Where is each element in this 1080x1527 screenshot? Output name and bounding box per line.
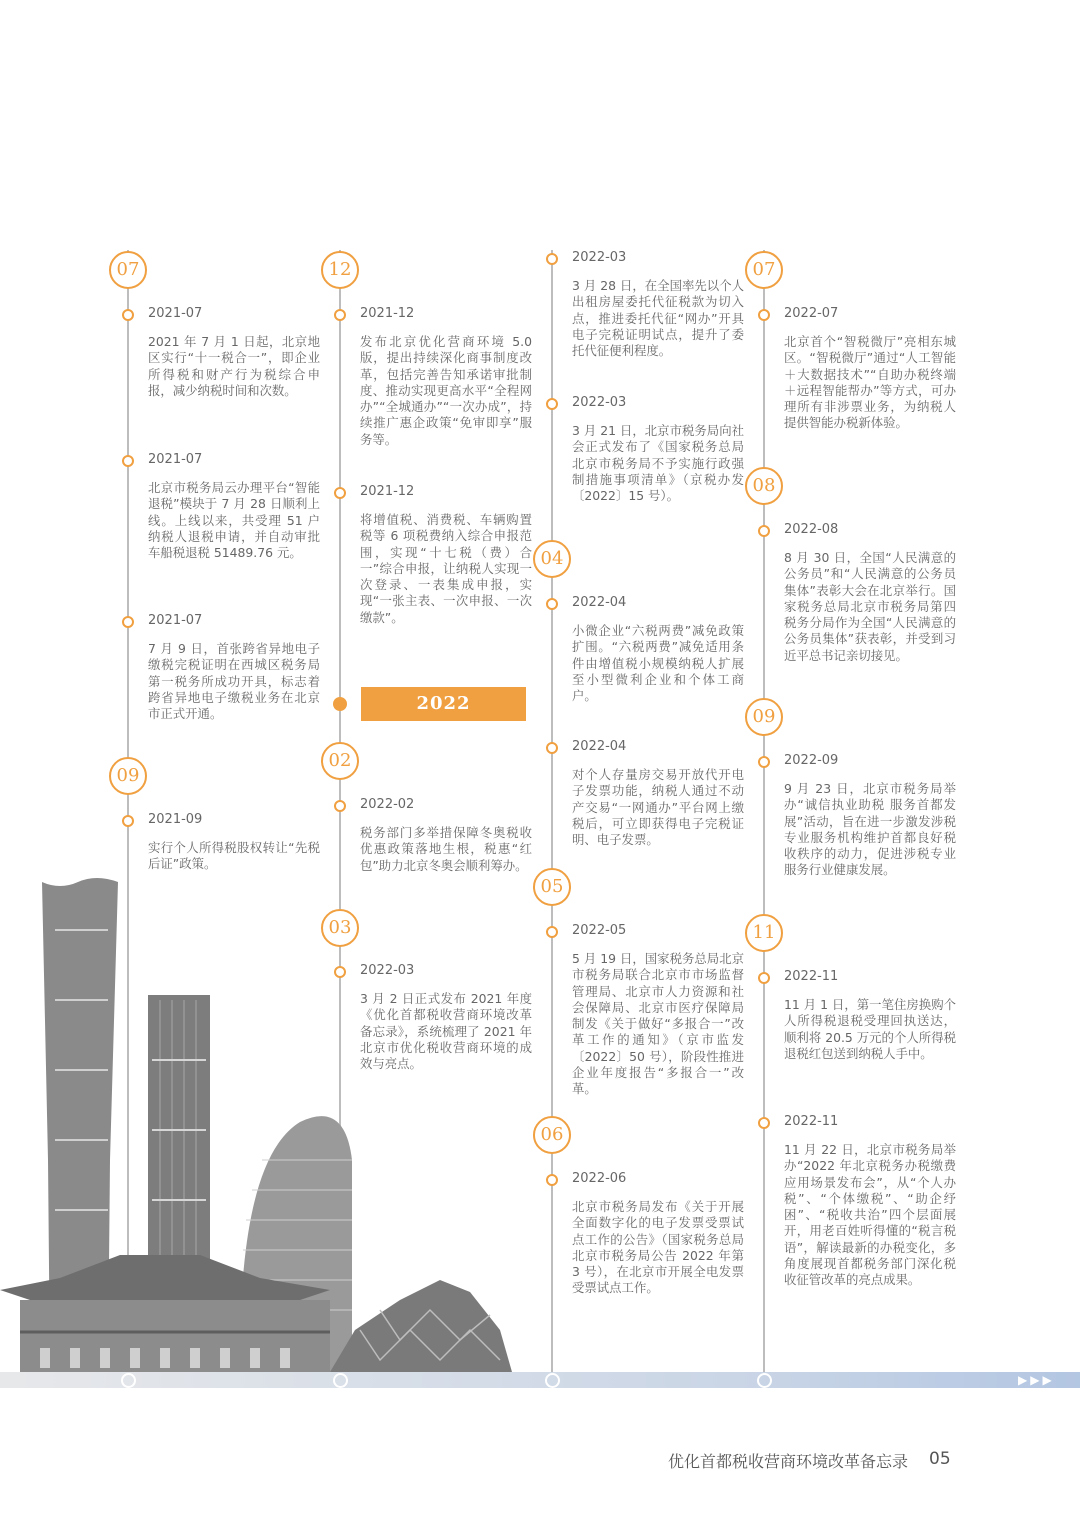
year-dot xyxy=(333,697,347,711)
entry-date: 2021-09 xyxy=(148,812,203,827)
base-dot xyxy=(121,1373,136,1388)
entry-date: 2021-07 xyxy=(148,306,203,321)
month-badge-2022-05: 05 xyxy=(533,868,571,906)
arrows-icon: ▶▶▶ xyxy=(1018,1373,1055,1387)
month-badge-2022-04: 04 xyxy=(533,540,571,578)
base-dot xyxy=(545,1373,560,1388)
timeline-dot xyxy=(758,309,770,321)
timeline-dot xyxy=(546,398,558,410)
entry-date: 2021-12 xyxy=(360,484,415,499)
entry-text: 5 月 19 日，国家税务总局北京市税务局联合北京市市场监督管理局、北京市人力资源和社会保障局、北京市医疗保障局制发《关于做好“多报合一”改革工作的通知》（京市监发〔2022〕50 号），阶段性推进企业年度报告“多报合一”改革。 xyxy=(572,951,744,1097)
entry-text: 发布北京优化营商环境 5.0 版，提出持续深化商事制度改革，包括完善告知承诺审批制度、推动实现更高水平“全程网办”“全城通办”“一次办成”，持续推广惠企政策“免审即享”服务等。 xyxy=(360,334,532,447)
base-dot xyxy=(757,1373,772,1388)
entry-text: 3 月 21 日，北京市税务局向社会正式发布了《国家税务总局北京市税务局不予实施行政强制措施事项清单》（京税办发〔2022〕15 号）。 xyxy=(572,423,744,504)
month-badge-2021-12: 12 xyxy=(321,251,359,289)
entry-date: 2022-03 xyxy=(572,250,627,265)
timeline-line-3 xyxy=(551,250,553,1376)
month-badge-2022-03: 03 xyxy=(321,909,359,947)
entry-text: 3 月 28 日，在全国率先以个人出租房屋委托代征税款为切入点，推进委托代征“网办”开具电子完税证明试点，提升了委托代征便利程度。 xyxy=(572,278,744,359)
entry-date: 2022-03 xyxy=(360,963,415,978)
entry-date: 2022-11 xyxy=(784,1114,839,1129)
beijing-skyline-illustration xyxy=(0,860,520,1375)
entry-text: 北京市税务局云办理平台“智能退税”模块于 7 月 28 日顺利上线。上线以来，共受理 51 户纳税人退税申请，并自动审批车船税退税 51489.76 元。 xyxy=(148,480,320,561)
entry-text: 税务部门多举措保障冬奥税收优惠政策落地生根，税惠“红包”助力北京冬奥会顺利筹办。 xyxy=(360,825,532,873)
page-number: 05 xyxy=(929,1449,951,1469)
entry-text: 11 月 22 日，北京市税务局举办“2022 年北京税务办税缴费应用场景发布会”，从“个人办税”、“个体缴税”、“助企纾困”、“税收共治”四个层面展开，用老百姓听得懂的“税言税语”，解读最新的办税变化，多角度展现首都税务部门深化税收征管改革的亮点成果。 xyxy=(784,1142,956,1288)
entry-date: 2022-05 xyxy=(572,923,627,938)
timeline-dot xyxy=(546,742,558,754)
timeline-dot xyxy=(122,455,134,467)
timeline-dot xyxy=(758,972,770,984)
timeline-base-bar xyxy=(0,1372,1080,1388)
entry-text: 3 月 2 日正式发布 2021 年度《优化首都税收营商环境改革备忘录》，系统梳理了 2021 年北京市优化税收营商环境的成效与亮点。 xyxy=(360,991,532,1072)
timeline-dot xyxy=(334,966,346,978)
month-badge-2022-09: 09 xyxy=(745,698,783,736)
timeline-dot xyxy=(546,598,558,610)
timeline-dot xyxy=(334,487,346,499)
timeline-dot xyxy=(546,1174,558,1186)
footer-title: 优化首都税收营商环境改革备忘录 xyxy=(668,1452,909,1471)
timeline-line-4 xyxy=(763,250,765,1376)
month-badge-2022-07: 07 xyxy=(745,251,783,289)
timeline-dot xyxy=(758,1117,770,1129)
timeline-dot xyxy=(122,309,134,321)
entry-text: 北京市税务局发布《关于开展全面数字化的电子发票受票试点工作的公告》（国家税务总局北京市税务局公告 2022 年第 3 号），在北京市开展全电发票受票试点工作。 xyxy=(572,1199,744,1296)
month-badge-2022-02: 02 xyxy=(321,742,359,780)
base-dot xyxy=(333,1373,348,1388)
entry-date: 2021-07 xyxy=(148,613,203,628)
entry-date: 2022-06 xyxy=(572,1171,627,1186)
entry-text: 实行个人所得税股权转让“先税后证”政策。 xyxy=(148,840,320,872)
entry-date: 2022-04 xyxy=(572,595,627,610)
entry-text: 小微企业“六税两费”减免政策扩围。“六税两费”减免适用条件由增值税小规模纳税人扩展至小型微利企业和个体工商户。 xyxy=(572,623,744,704)
month-badge-2021-09: 09 xyxy=(109,757,147,795)
timeline-dot xyxy=(334,309,346,321)
timeline-dot xyxy=(122,616,134,628)
entry-text: 7 月 9 日，首张跨省异地电子缴税完税证明在西城区税务局第一税务所成功开具，标志着跨省异地电子缴税业务在北京市正式开通。 xyxy=(148,641,320,722)
entry-date: 2022-02 xyxy=(360,797,415,812)
entry-date: 2022-08 xyxy=(784,522,839,537)
month-badge-2021-07: 07 xyxy=(109,251,147,289)
month-badge-2022-08: 08 xyxy=(745,467,783,505)
month-badge-2022-11: 11 xyxy=(745,914,783,952)
entry-date: 2022-03 xyxy=(572,395,627,410)
entry-date: 2022-07 xyxy=(784,306,839,321)
entry-date: 2021-07 xyxy=(148,452,203,467)
year-banner-2022: 2022 xyxy=(361,687,526,721)
timeline-dot xyxy=(758,525,770,537)
entry-date: 2022-11 xyxy=(784,969,839,984)
timeline-dot xyxy=(546,253,558,265)
entry-text: 对个人存量房交易开放代开电子发票功能，纳税人通过不动产交易“一网通办”平台网上缴税后，可立即获得电子完税证明、电子发票。 xyxy=(572,767,744,848)
entry-text: 北京首个“智税微厅”亮相东城区。“智税微厅”通过“人工智能＋大数据技术”“自助办税终端＋远程智能帮办”等方式，可办理所有非涉票业务，为纳税人提供智能办税新体验。 xyxy=(784,334,956,431)
entry-date: 2021-12 xyxy=(360,306,415,321)
entry-text: 8 月 30 日，全国“人民满意的公务员”和“人民满意的公务员集体”表彰大会在北京举行。国家税务总局北京市税务局第四税务分局作为全国“人民满意的公务员集体”获表彰，并受到习近平总书记亲切接见。 xyxy=(784,550,956,663)
entry-text: 11 月 1 日，第一笔住房换购个人所得税退税受理回执送达，顺利将 20.5 万元的个人所得税退税红包送到纳税人手中。 xyxy=(784,997,956,1061)
timeline-dot xyxy=(758,756,770,768)
timeline-dot xyxy=(122,815,134,827)
timeline-dot xyxy=(546,926,558,938)
month-badge-2022-06: 06 xyxy=(533,1116,571,1154)
entry-text: 9 月 23 日，北京市税务局举办“诚信执业助税 服务首都发展”活动，旨在进一步激发涉税专业服务机构维护首都良好税收秩序的动力，促进涉税专业服务行业健康发展。 xyxy=(784,781,956,878)
entry-date: 2022-04 xyxy=(572,739,627,754)
entry-text: 2021 年 7 月 1 日起，北京地区实行“十一税合一”，即企业所得税和财产行为税综合申报，减少纳税时间和次数。 xyxy=(148,334,320,398)
timeline-dot xyxy=(334,800,346,812)
entry-text: 将增值税、消费税、车辆购置税等 6 项税费纳入综合申报范围，实现“十七税（费）合一”综合申报，让纳税人实现一次登录、一表集成申报，实现“一张主表、一次申报、一次缴款”。 xyxy=(360,512,532,625)
entry-date: 2022-09 xyxy=(784,753,839,768)
